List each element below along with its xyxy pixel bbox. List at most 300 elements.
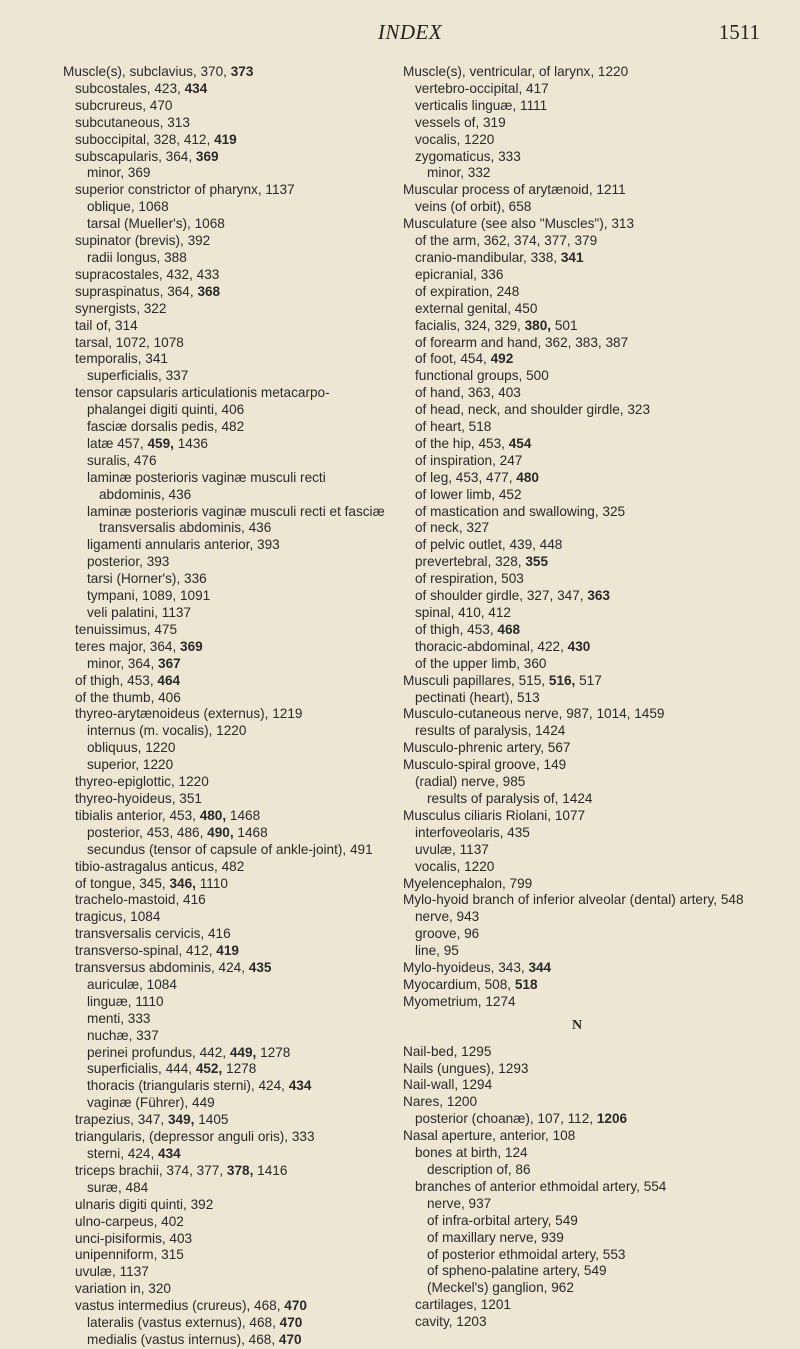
entry-text: suboccipital, 328, 412,	[75, 131, 215, 147]
index-entry	[415, 842, 751, 859]
entry-text: of leg, 453, 477,	[415, 469, 517, 485]
index-entry	[75, 926, 387, 943]
index-entry	[87, 571, 387, 588]
entry-text: verticalis linguæ, 1111	[415, 97, 548, 113]
entry-text: trachelo-mastoid, 416	[75, 892, 206, 908]
entry-principal-page: 346,	[169, 875, 196, 891]
index-entry	[403, 1044, 751, 1061]
index-entry	[87, 656, 387, 673]
index-entry	[415, 149, 751, 166]
entry-text: veli palatini, 1137	[87, 605, 192, 620]
index-entry	[415, 520, 751, 537]
index-entry	[427, 1196, 751, 1213]
index-entry	[415, 690, 751, 707]
entry-principal-page: 434	[184, 80, 208, 96]
index-entry	[415, 639, 751, 656]
entry-text: tragicus, 1084	[75, 909, 161, 925]
entry-principal-page: 341	[560, 249, 584, 265]
index-entry	[87, 1011, 387, 1028]
entry-text: cartilages, 1201	[415, 1297, 511, 1313]
index-entry	[427, 791, 751, 808]
entry-text: nerve, 943	[415, 909, 480, 925]
entry-text: suralis, 476	[87, 452, 157, 468]
index-entry	[87, 165, 387, 182]
entry-text: temporalis, 341	[75, 351, 168, 367]
entry-text: thyreo-arytænoideus (externus), 1219	[75, 706, 303, 722]
entry-text: Musculo-spiral groove, 149	[403, 757, 567, 773]
entry-text: of heart, 518	[415, 419, 492, 435]
entry-text-after: 1278	[222, 1061, 257, 1077]
index-entry	[87, 537, 387, 554]
entry-text: uvulæ, 1137	[415, 841, 489, 857]
index-entry	[403, 876, 751, 893]
index-entry	[75, 351, 387, 368]
entry-text: laminæ posterioris vaginæ musculi recti abdominis, 436	[87, 469, 326, 502]
index-entry	[427, 1213, 751, 1230]
entry-text: vessels of, 319	[415, 114, 506, 130]
index-entry	[75, 233, 387, 250]
index-entry	[403, 977, 751, 994]
entry-text: suræ, 484	[87, 1179, 149, 1195]
index-entry	[415, 199, 751, 216]
entry-text: Mylo-hyoideus, 343,	[403, 960, 529, 976]
index-entry	[415, 504, 751, 521]
index-entry	[415, 1111, 751, 1128]
entry-text: of the thumb, 406	[75, 689, 181, 705]
entry-text: tibio-astragalus anticus, 482	[75, 858, 245, 874]
entry-principal-page: 368	[197, 283, 221, 299]
entry-principal-page: 464	[157, 672, 181, 688]
entry-text: vaginæ (Führer), 449	[87, 1095, 215, 1111]
index-entry	[415, 453, 751, 470]
index-entry	[75, 673, 387, 690]
entry-text: triceps brachii, 374, 377,	[75, 1162, 227, 1178]
index-entry	[415, 98, 751, 115]
entry-text: interfoveolaris, 435	[415, 824, 530, 840]
index-entry	[415, 419, 751, 436]
entry-text: bones at birth, 124	[415, 1145, 528, 1161]
entry-text: transversalis cervicis, 416	[75, 926, 231, 942]
entry-text: posterior (choanæ), 107, 112,	[415, 1111, 597, 1127]
index-entry	[75, 859, 387, 876]
index-entry	[75, 81, 387, 98]
index-entry	[415, 1145, 751, 1162]
index-entry	[415, 554, 751, 571]
index-entry	[87, 1180, 387, 1197]
index-entry	[415, 943, 751, 960]
entry-principal-page: 435	[248, 960, 272, 976]
index-entry	[87, 977, 387, 994]
entry-text: vertebro-occipital, 417	[415, 80, 549, 96]
entry-text: tympani, 1089, 1091	[87, 588, 211, 604]
index-entry	[75, 385, 387, 419]
entry-text: line, 95	[415, 943, 459, 959]
entry-text: Mylo-hyoid branch of inferior alveolar (dental) artery, 548	[403, 892, 744, 908]
index-entry	[415, 605, 751, 622]
entry-principal-page: 378,	[226, 1162, 254, 1178]
index-entry	[403, 892, 751, 909]
index-entry	[75, 1112, 387, 1129]
entry-principal-page: 480	[516, 469, 539, 485]
index-entry	[403, 994, 751, 1011]
index-entry	[87, 723, 387, 740]
entry-text: superior, 1220	[87, 757, 174, 773]
entry-text: thyreo-hyoideus, 351	[75, 790, 202, 806]
entry-principal-page: 452,	[195, 1061, 223, 1077]
entry-text: of respiration, 503	[415, 571, 524, 587]
page-number: 1511	[718, 20, 760, 44]
index-entry	[87, 453, 387, 470]
index-entry	[415, 723, 751, 740]
index-entry	[75, 149, 387, 166]
entry-text: vocalis, 1220	[415, 131, 495, 147]
index-entry	[415, 284, 751, 301]
entry-text: oblique, 1068	[87, 199, 169, 215]
entry-text: linguæ, 1110	[87, 993, 164, 1009]
entry-principal-page: 355	[525, 554, 549, 570]
entry-text: subcrureus, 470	[75, 97, 173, 113]
entry-principal-page: 419	[214, 131, 237, 147]
entry-text: Nails (ungues), 1293	[403, 1060, 529, 1076]
entry-text: epicranial, 336	[415, 266, 504, 282]
entry-text-after: 517	[575, 672, 602, 688]
entry-text: synergists, 322	[75, 300, 167, 316]
index-entry	[415, 571, 751, 588]
index-entry	[75, 1298, 387, 1315]
index-entry	[87, 1045, 387, 1062]
index-entry	[403, 1077, 751, 1094]
index-entry	[75, 182, 387, 199]
entry-text: results of paralysis, 1424	[415, 723, 566, 739]
index-entry	[87, 250, 387, 267]
entry-text: posterior, 393	[87, 554, 170, 570]
entry-text: results of paralysis of, 1424	[427, 790, 593, 806]
index-entry	[415, 402, 751, 419]
index-entry	[415, 318, 751, 335]
entry-text: lateralis (vastus externus), 468,	[87, 1315, 280, 1331]
index-entry	[75, 301, 387, 318]
index-entry	[87, 1332, 387, 1349]
entry-text: cranio-mandibular, 338,	[415, 249, 561, 265]
entry-text: functional groups, 500	[415, 368, 549, 384]
entry-principal-page: 470	[284, 1298, 307, 1314]
index-entry	[87, 216, 387, 233]
entry-text: ulno-carpeus, 402	[75, 1213, 184, 1229]
index-column-left	[63, 64, 387, 1349]
index-entry	[75, 706, 387, 723]
index-entry	[415, 233, 751, 250]
index-entry	[75, 1247, 387, 1264]
index-entry	[75, 909, 387, 926]
entry-text: ligamenti annularis anterior, 393	[87, 537, 280, 553]
index-entry	[427, 165, 751, 182]
index-entry	[415, 926, 751, 943]
index-entry	[87, 757, 387, 774]
entry-text: of the arm, 362, 374, 377, 379	[415, 233, 598, 249]
index-entry	[75, 1231, 387, 1248]
index-entry	[415, 81, 751, 98]
entry-text: transverso-spinal, 412,	[75, 943, 217, 959]
entry-text: menti, 333	[87, 1010, 151, 1026]
entry-text: of maxillary nerve, 939	[427, 1229, 564, 1245]
index-entry	[415, 436, 751, 453]
index-entry	[415, 825, 751, 842]
index-entry	[75, 622, 387, 639]
entry-text: of head, neck, and shoulder girdle, 323	[415, 402, 651, 418]
index-entry	[403, 808, 751, 825]
index-entry	[87, 1095, 387, 1112]
index-entry	[415, 335, 751, 352]
index-entry	[415, 132, 751, 149]
entry-text: description of, 86	[427, 1162, 531, 1177]
index-entry	[87, 436, 387, 453]
entry-text: internus (m. vocalis), 1220	[87, 723, 247, 739]
entry-text: superior constrictor of pharynx, 1137	[75, 182, 295, 198]
index-entry	[75, 267, 387, 284]
index-entry	[75, 318, 387, 335]
entry-text: teres major, 364,	[75, 638, 181, 654]
index-entry	[415, 1297, 751, 1314]
index-entry	[415, 622, 751, 639]
index-entry	[427, 1247, 751, 1264]
entry-text: subcostales, 423,	[75, 80, 185, 96]
index-entry	[75, 1264, 387, 1281]
index-entry	[415, 385, 751, 402]
entry-text: of inspiration, 247	[415, 452, 523, 468]
entry-text: prevertebral, 328,	[415, 554, 526, 570]
index-entry	[63, 64, 387, 81]
entry-text: auriculæ, 1084	[87, 976, 177, 992]
entry-principal-page: 468	[497, 621, 521, 637]
entry-principal-page: 434	[158, 1146, 181, 1161]
entry-text: Musculus ciliaris Riolani, 1077	[403, 807, 586, 823]
index-entry	[415, 537, 751, 554]
entry-text: Musculature (see also "Muscles"), 313	[403, 216, 635, 232]
entry-principal-page: 492	[490, 351, 514, 367]
index-entry	[75, 1281, 387, 1298]
index-entry	[75, 639, 387, 656]
entry-text: pectinati (heart), 513	[415, 689, 540, 705]
index-entry	[87, 842, 387, 859]
index-entry	[415, 368, 751, 385]
entry-text: of thigh, 453,	[75, 672, 158, 688]
entry-text-after: 1110	[195, 875, 228, 891]
entry-text: perinei profundus, 442,	[87, 1044, 230, 1060]
index-entry	[75, 1214, 387, 1231]
entry-text: nerve, 937	[427, 1195, 492, 1211]
entry-text: supinator (brevis), 392	[75, 233, 211, 249]
entry-text: unci-pisiformis, 403	[75, 1230, 193, 1246]
index-entry	[87, 1061, 387, 1078]
entry-text-after: 501	[551, 317, 578, 333]
entry-text: medialis (vastus internus), 468,	[87, 1331, 279, 1347]
entry-text: of expiration, 248	[415, 283, 520, 299]
entry-principal-page: 470	[279, 1315, 303, 1331]
entry-text: vocalis, 1220	[415, 858, 495, 874]
index-entry	[403, 673, 751, 690]
entry-text: of thigh, 453,	[415, 621, 498, 637]
entry-text: fasciæ dorsalis pedis, 482	[87, 419, 245, 435]
entry-text: of shoulder girdle, 327, 347,	[415, 588, 588, 604]
index-entry	[75, 808, 387, 825]
entry-text: (radial) nerve, 985	[415, 774, 526, 790]
entry-text: nuchæ, 337	[87, 1027, 159, 1043]
entry-text: Myometrium, 1274	[403, 993, 516, 1009]
entry-text: tibialis anterior, 453,	[75, 807, 200, 823]
entry-text: of pelvic outlet, 439, 448	[415, 537, 563, 553]
entry-text: unipenniform, 315	[75, 1247, 184, 1263]
index-entry	[87, 554, 387, 571]
entry-text: branches of anterior ethmoidal artery, 554	[415, 1178, 667, 1194]
entry-text: Muscle(s), subclavius, 370,	[63, 64, 231, 79]
index-entry	[75, 115, 387, 132]
entry-text: Myocardium, 508,	[403, 976, 515, 992]
index-entry	[75, 1163, 387, 1180]
index-entry	[75, 1197, 387, 1214]
entry-text: ulnaris digiti quinti, 392	[75, 1196, 214, 1212]
entry-text: superficialis, 337	[87, 368, 189, 384]
index-entry	[75, 892, 387, 909]
index-entry	[415, 115, 751, 132]
entry-text: Muscular process of arytænoid, 1211	[403, 182, 626, 198]
entry-text: Myelencephalon, 799	[403, 875, 533, 891]
index-entry	[415, 487, 751, 504]
entry-text: thyreo-epiglottic, 1220	[75, 774, 209, 790]
entry-text: zygomaticus, 333	[415, 148, 521, 164]
index-entry	[75, 1129, 387, 1146]
index-entry	[415, 909, 751, 926]
entry-principal-page: 459,	[147, 435, 174, 451]
index-entry	[75, 132, 387, 149]
entry-text: minor, 332	[427, 165, 491, 181]
index-entry	[87, 199, 387, 216]
entry-principal-page: 373	[230, 64, 254, 79]
entry-text: trapezius, 347,	[75, 1112, 168, 1128]
entry-text: Musculo-phrenic artery, 567	[403, 740, 571, 756]
entry-principal-page: 480,	[199, 807, 227, 823]
entry-text-after: 1416	[253, 1162, 288, 1178]
entry-text-after: 1405	[194, 1112, 229, 1128]
index-entry	[87, 1078, 387, 1095]
index-entry	[403, 1061, 751, 1078]
index-entry	[87, 419, 387, 436]
entry-text: uvulæ, 1137	[75, 1264, 149, 1280]
entry-text: external genital, 450	[415, 300, 538, 316]
index-entry	[415, 351, 751, 368]
entry-text: transversus abdominis, 424,	[75, 960, 249, 976]
entry-text: tarsal (Mueller's), 1068	[87, 216, 225, 232]
index-entry	[87, 1146, 387, 1163]
entry-principal-page: 434	[288, 1078, 312, 1094]
index-entry	[427, 1230, 751, 1247]
entry-text: supraspinatus, 364,	[75, 283, 198, 299]
entry-text: minor, 369	[87, 165, 151, 181]
entry-text: of infra-orbital artery, 549	[427, 1212, 578, 1228]
entry-text: Nail-wall, 1294	[403, 1077, 493, 1093]
entry-principal-page: 518	[514, 976, 538, 992]
entry-text: thoracis (triangularis sterni), 424,	[87, 1078, 289, 1094]
entry-text: tail of, 314	[75, 317, 138, 333]
index-entry	[415, 1314, 751, 1331]
entry-text: of mastication and swallowing, 325	[415, 503, 626, 519]
entry-text: of forearm and hand, 362, 383, 387	[415, 334, 629, 350]
entry-principal-page: 369	[180, 638, 203, 654]
index-entry	[87, 588, 387, 605]
index-entry	[75, 960, 387, 977]
entry-text: posterior, 453, 486,	[87, 824, 208, 840]
index-entry	[87, 1315, 387, 1332]
entry-text: radii longus, 388	[87, 249, 187, 265]
entry-text: subcutaneous, 313	[75, 114, 190, 130]
entry-text: superficialis, 444,	[87, 1061, 196, 1077]
section-letter: N	[571, 1017, 583, 1033]
index-entry	[403, 740, 751, 757]
index-entry	[403, 757, 751, 774]
index-entry	[427, 1162, 751, 1179]
entry-text: Nail-bed, 1295	[403, 1043, 492, 1059]
entry-text: veins (of orbit), 658	[415, 199, 532, 215]
index-entry	[415, 250, 751, 267]
index-entry	[87, 994, 387, 1011]
entry-text: tarsi (Horner's), 336	[87, 571, 207, 587]
index-entry	[415, 774, 751, 791]
entry-text: of tongue, 345,	[75, 875, 170, 891]
index-entry	[75, 690, 387, 707]
entry-text: triangularis, (depressor anguli oris), 333	[75, 1129, 315, 1145]
index-entry	[427, 1263, 751, 1280]
entry-text-after: 1278	[256, 1044, 291, 1060]
index-entry	[415, 267, 751, 284]
entry-principal-page: 344	[528, 960, 552, 976]
index-entry	[415, 470, 751, 487]
entry-text: tenuissimus, 475	[75, 621, 178, 637]
index-entry	[75, 791, 387, 808]
entry-text: of the upper limb, 360	[415, 655, 547, 671]
entry-text: Muscle(s), ventricular, of larynx, 1220	[403, 64, 629, 79]
index-column-right	[403, 64, 751, 1331]
entry-principal-page: 470	[278, 1331, 302, 1347]
index-entry	[403, 1128, 751, 1145]
index-entry	[403, 182, 751, 199]
index-entry	[75, 943, 387, 960]
entry-text: variation in, 320	[75, 1281, 171, 1297]
entry-text: of hand, 363, 403	[415, 385, 521, 401]
entry-text: of lower limb, 452	[415, 486, 522, 502]
index-entry	[415, 656, 751, 673]
entry-text: Nares, 1200	[403, 1094, 478, 1110]
entry-text: of foot, 454,	[415, 351, 491, 367]
entry-text: obliquus, 1220	[87, 740, 176, 756]
entry-text: tarsal, 1072, 1078	[75, 334, 184, 350]
entry-text: laminæ posterioris vaginæ musculi recti et fasciæ transversalis abdominis, 436	[87, 503, 385, 536]
entry-text: spinal, 410, 412	[415, 605, 511, 620]
entry-principal-page: 349,	[167, 1112, 195, 1128]
entry-principal-page: 419	[216, 943, 239, 959]
entry-text: minor, 364,	[87, 655, 159, 671]
index-entry	[87, 504, 387, 538]
entry-text: cavity, 1203	[415, 1314, 487, 1330]
page-title: INDEX	[377, 20, 443, 44]
entry-text-after: 1436	[173, 435, 208, 451]
entry-principal-page: 449,	[229, 1044, 257, 1060]
index-entry	[87, 470, 387, 504]
entry-text: groove, 96	[415, 926, 480, 942]
index-entry	[75, 98, 387, 115]
entry-text: Nasal aperture, anterior, 108	[403, 1128, 576, 1144]
entry-principal-page: 1206	[596, 1111, 628, 1127]
entry-text: Musculo-cutaneous nerve, 987, 1014, 1459	[403, 706, 665, 722]
entry-text: latæ 457,	[87, 435, 148, 451]
